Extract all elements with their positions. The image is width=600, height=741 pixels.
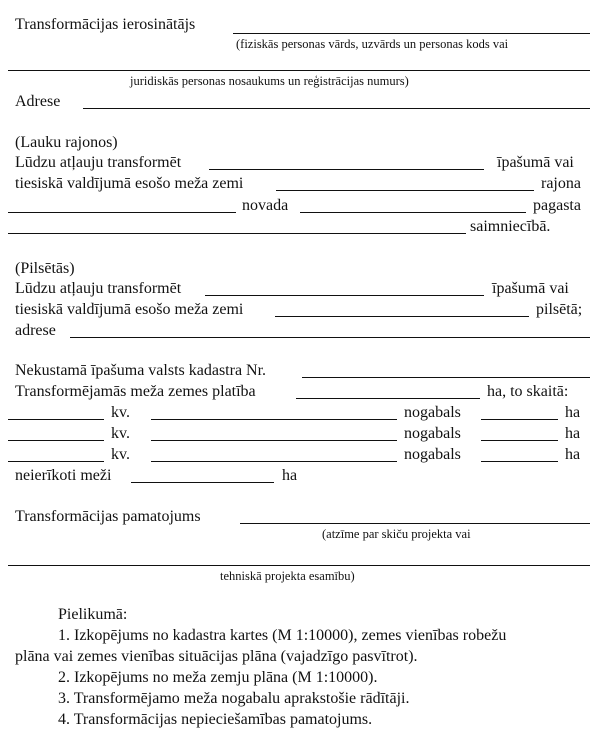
hectare-unit: ha — [565, 404, 581, 421]
justification-field-continued[interactable] — [8, 565, 590, 566]
applicant-hint-continued: juridiskās personas nosaukums un reģistrācijas numurs) — [130, 74, 409, 88]
quarter-number-field[interactable] — [8, 440, 104, 441]
rural-parish-label: pagasta — [533, 197, 581, 214]
unestablished-forest-field[interactable] — [131, 482, 274, 483]
area-field[interactable] — [296, 398, 480, 399]
quarter-detail-field[interactable] — [151, 461, 397, 462]
rural-farm-field[interactable] — [8, 233, 466, 234]
unestablished-forest-unit: ha — [282, 467, 298, 484]
justification-hint-continued: tehniskā projekta esamību) — [220, 569, 355, 583]
hectare-unit: ha — [565, 446, 581, 463]
quarter-number-field[interactable] — [8, 419, 104, 420]
unestablished-forest-label: neierīkoti meži — [15, 467, 112, 484]
compartment-label: nogabals — [404, 404, 461, 421]
cadastre-number-field[interactable] — [302, 377, 590, 378]
rural-farm-label: saimniecībā. — [470, 218, 551, 235]
city-label: pilsētā; — [536, 301, 583, 318]
applicant-hint: (fiziskās personas vārds, uzvārds un personas kods vai — [236, 37, 509, 51]
compartment-area-field[interactable] — [481, 419, 558, 420]
rural-parish-field[interactable] — [300, 212, 526, 213]
attachment-item-1-continued: plāna vai zemes vienības situācijas plāna (vajadzīgo pasvītrot). — [15, 648, 418, 665]
city-name-field[interactable] — [275, 316, 529, 317]
cadastre-label: Nekustamā īpašuma valsts kadastra Nr. — [15, 362, 267, 379]
compartment-area-field[interactable] — [481, 461, 558, 462]
attachment-item-3: 3. Transformējamo meža nogabalu aprakstošie rādītāji. — [58, 690, 410, 707]
area-label: Transformējamās meža zemes platība — [15, 383, 256, 400]
attachment-item-1: 1. Izkopējums no kadastra kartes (M 1:10000), zemes vienības robežu — [58, 627, 507, 644]
city-owner-field[interactable] — [205, 295, 484, 296]
quarter-detail-field[interactable] — [151, 440, 397, 441]
hectare-unit: ha — [565, 425, 581, 442]
rural-forest-land-label: tiesiskā valdījumā esošo meža zemi — [15, 175, 244, 192]
rural-heading: (Lauku rajonos) — [15, 134, 118, 151]
rural-district-label: rajona — [541, 175, 581, 192]
attachment-item-4: 4. Transformācijas nepieciešamības pamatojums. — [58, 711, 373, 728]
compartment-label: nogabals — [404, 446, 461, 463]
address-field[interactable] — [83, 108, 590, 109]
attachment-item-2: 2. Izkopējums no meža zemju plāna (M 1:10000). — [58, 669, 378, 686]
city-request-label: Lūdzu atļauju transformēt — [15, 280, 182, 297]
justification-field[interactable] — [240, 523, 590, 524]
city-heading: (Pilsētās) — [15, 260, 75, 277]
applicant-label: Transformācijas ierosinātājs — [15, 16, 196, 33]
address-label: Adrese — [15, 93, 61, 110]
applicant-field[interactable] — [233, 33, 590, 34]
rural-municipality-field[interactable] — [8, 212, 236, 213]
city-ownership-label: īpašumā vai — [492, 280, 569, 297]
rural-district-field[interactable] — [276, 190, 534, 191]
quarter-detail-field[interactable] — [151, 419, 397, 420]
justification-label: Transformācijas pamatojums — [15, 508, 201, 525]
compartment-area-field[interactable] — [481, 440, 558, 441]
rural-ownership-label: īpašumā vai — [497, 154, 574, 171]
rural-municipality-label: novada — [242, 197, 289, 214]
quarter-label: kv. — [111, 425, 130, 442]
justification-hint: (atzīme par skiču projekta vai — [322, 527, 471, 541]
applicant-field-continued[interactable] — [8, 70, 590, 71]
rural-owner-field[interactable] — [209, 169, 484, 170]
compartment-label: nogabals — [404, 425, 461, 442]
city-address-label: adrese — [15, 322, 56, 339]
quarter-label: kv. — [111, 446, 130, 463]
quarter-number-field[interactable] — [8, 461, 104, 462]
quarter-label: kv. — [111, 404, 130, 421]
attachments-heading: Pielikumā: — [58, 606, 128, 623]
area-suffix: ha, to skaitā: — [487, 383, 569, 400]
city-address-field[interactable] — [70, 337, 590, 338]
city-forest-land-label: tiesiskā valdījumā esošo meža zemi — [15, 301, 244, 318]
rural-request-label: Lūdzu atļauju transformēt — [15, 154, 182, 171]
